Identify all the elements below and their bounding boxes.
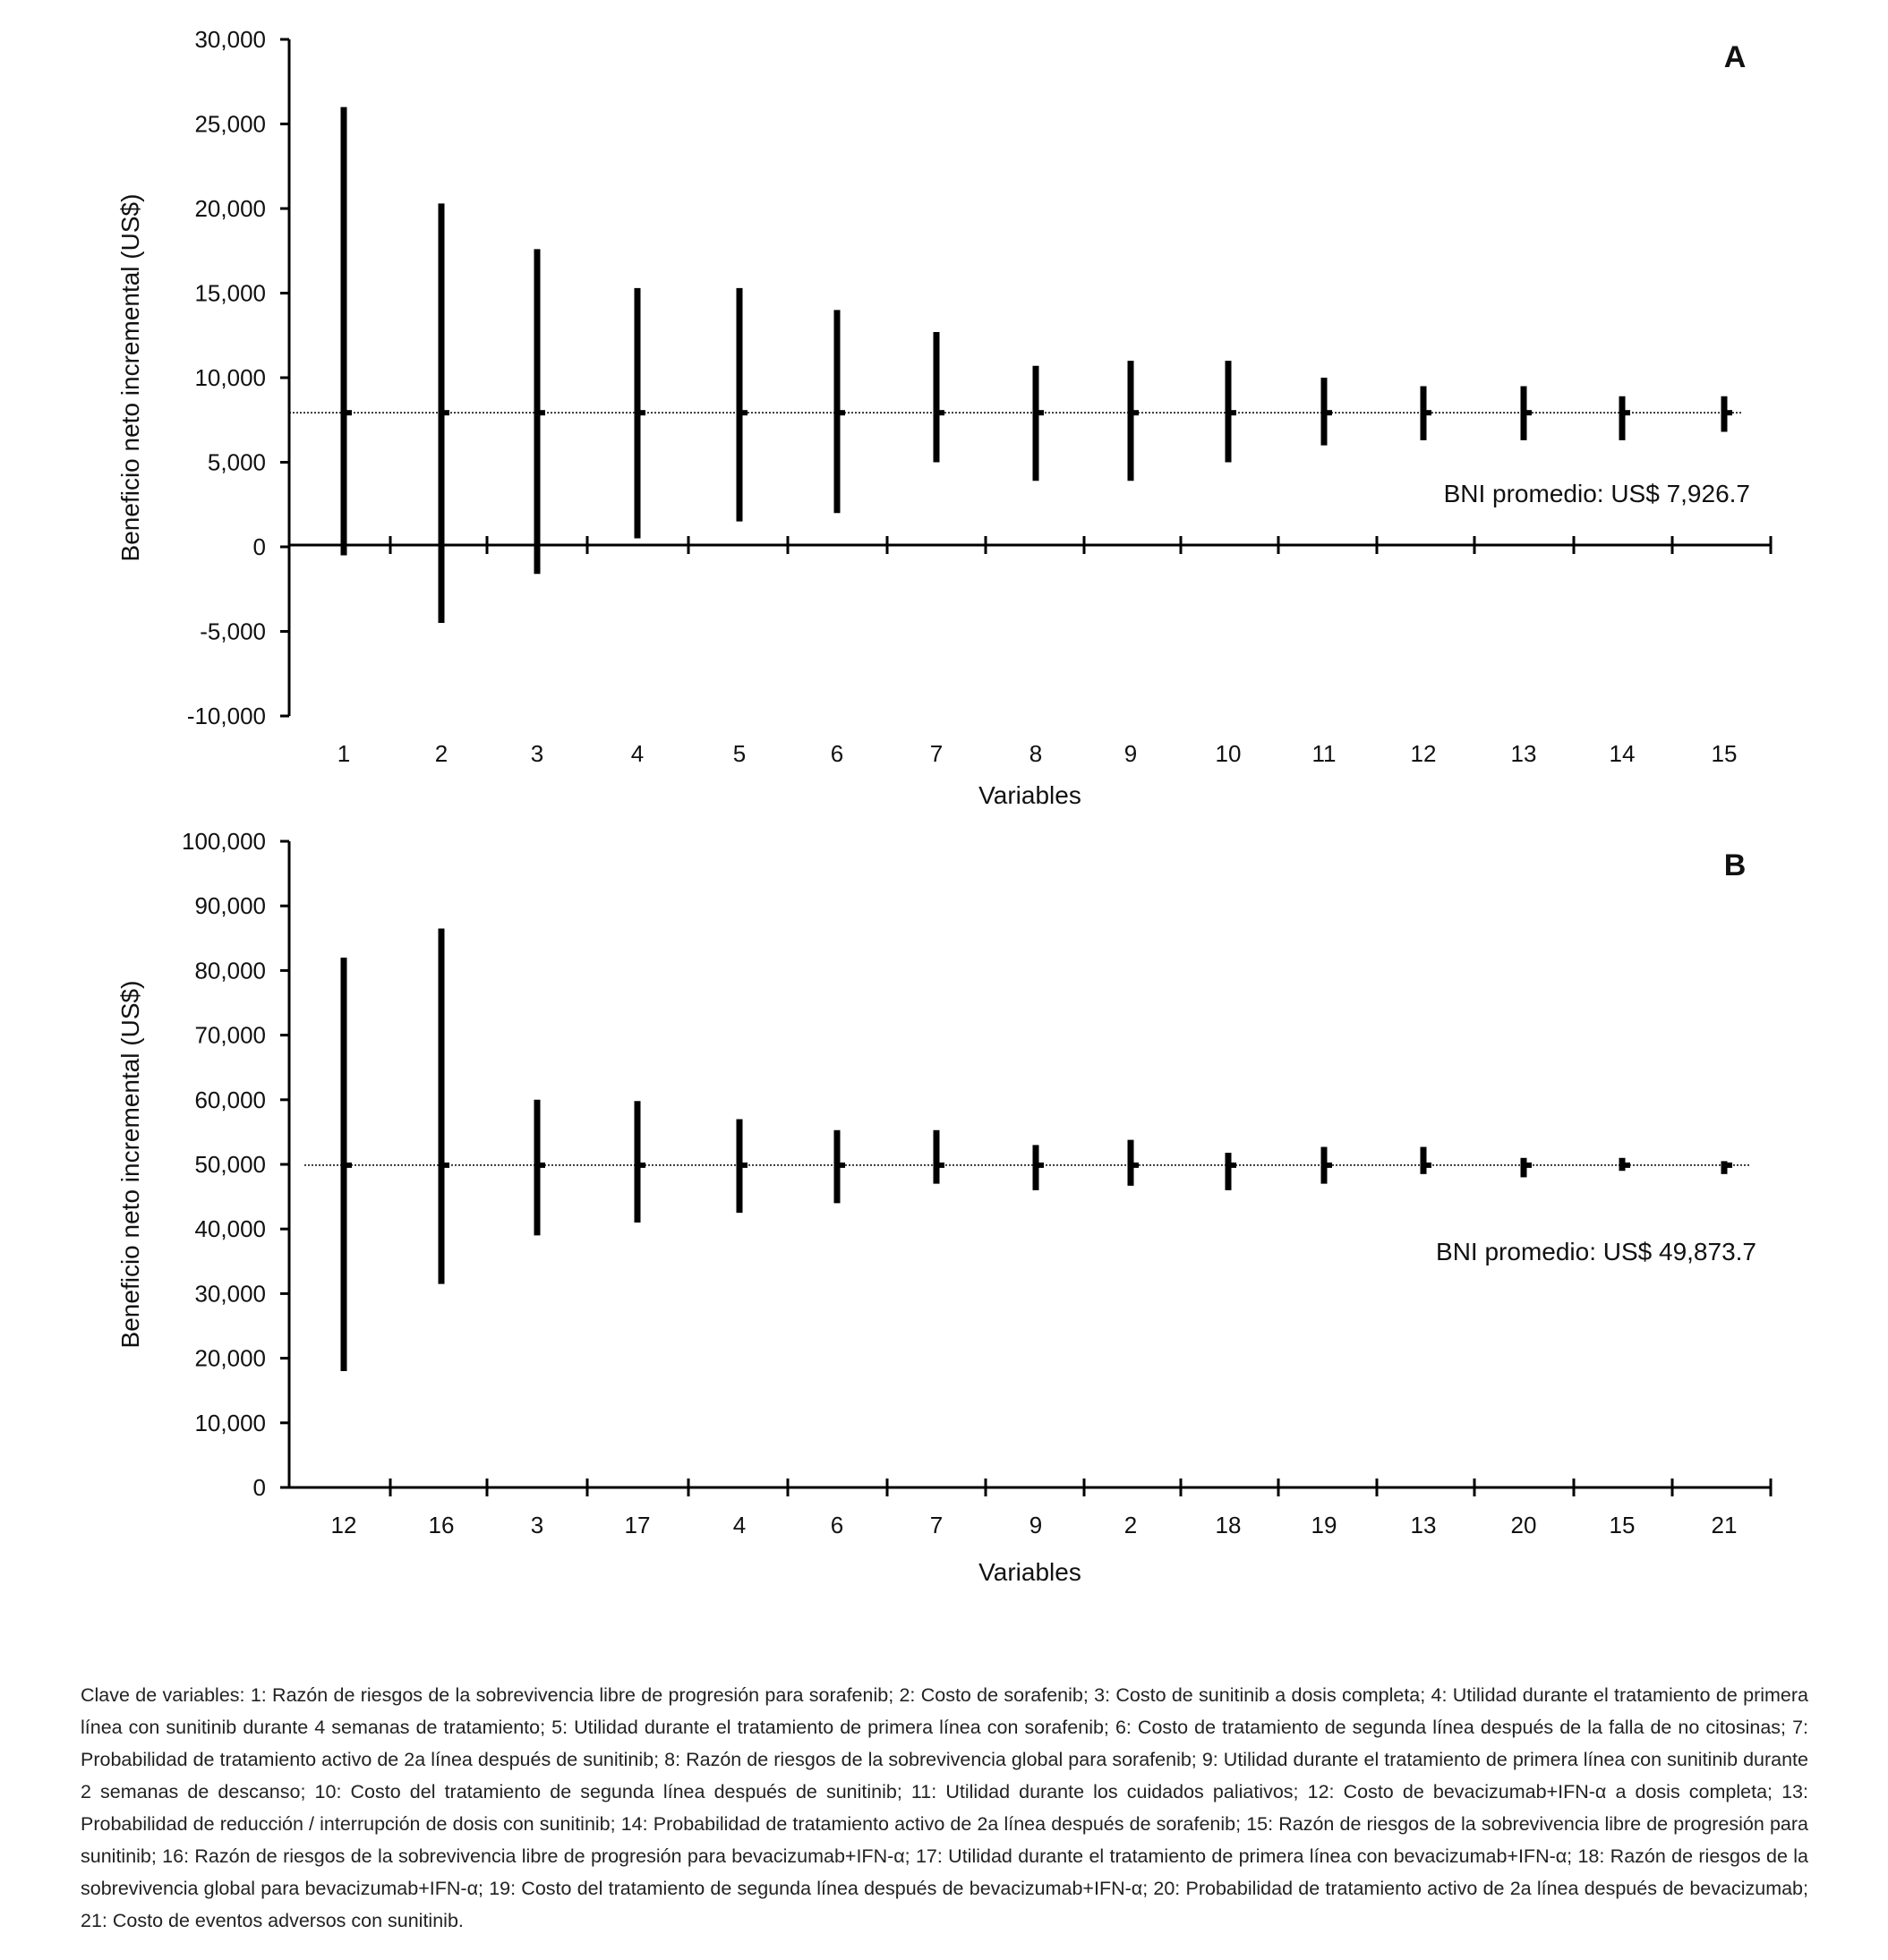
panel-b-x-tick-label: 18 — [1215, 1512, 1242, 1538]
panel-b-mean-label: BNI promedio: US$ 49,873.7 — [1436, 1238, 1756, 1265]
panel-a-letter: A — [1723, 40, 1747, 74]
panel-b-y-tick-label: 50,000 — [194, 1151, 266, 1178]
panel-b-y-tick-label: 20,000 — [194, 1344, 266, 1372]
panel-b-x-tick-label: 7 — [929, 1512, 944, 1538]
panel-a-x-tick-label: 15 — [1711, 740, 1738, 767]
panel-b-x-tick-label: 3 — [530, 1512, 544, 1538]
panel-b-y-tick-label: 60,000 — [194, 1086, 266, 1113]
panel-a-x-tick-label: 4 — [630, 740, 645, 767]
panel-b-x-tick-label: 4 — [732, 1512, 747, 1538]
panel-a-x-tick-label: 8 — [1029, 740, 1043, 767]
panel-b-x-tick-label: 20 — [1510, 1512, 1537, 1538]
panel-a-x-tick-label: 12 — [1410, 740, 1437, 767]
panel-b-y-axis-title: Beneficio neto incremental (US$) — [116, 980, 144, 1349]
panel-b-y-tick-label: 10,000 — [194, 1409, 266, 1436]
panel-a-y-tick-label: 0 — [252, 533, 266, 560]
panel-a-y-tick-label: 15,000 — [194, 279, 266, 307]
panel-b-y-tick-label: 30,000 — [194, 1280, 266, 1308]
panel-b-x-tick-label: 12 — [330, 1512, 357, 1538]
panel-a-y-tick-label: 25,000 — [194, 110, 266, 138]
panel-b-y-tick-label: 40,000 — [194, 1215, 266, 1243]
panel-a-x-tick-label: 11 — [1311, 740, 1337, 767]
panel-a-x-tick-label: 2 — [434, 740, 449, 767]
panel-a-y-tick-label: -10,000 — [186, 703, 266, 729]
panel-a-y-tick-label: -5,000 — [200, 618, 266, 645]
panel-a-mean-label: BNI promedio: US$ 7,926.7 — [1443, 480, 1750, 507]
panel-a-y-tick-label: 20,000 — [194, 195, 266, 222]
panel-a-x-tick-label: 3 — [530, 740, 544, 767]
panel-a-x-tick-label: 13 — [1510, 740, 1537, 767]
variable-key-caption: Clave de variables: 1: Razón de riesgos de la sobrevivencia libre de progresión para sorafenib; 2: Costo de sorafenib; 3: Costo de sunitinib a dosis completa; 4: Utilidad durante el tratamiento de primera línea con sunitinib durante 4 semanas de tratamiento; 5: Utilidad durante el tratamiento de primera línea con sorafenib; 6: Costo de tratamiento de segunda línea después de la falla de no citosinas; 7: Probabilidad de tratamiento activo de 2a línea después de sunitinib; 8: Razón de riesgos de la sobrevivencia global para sorafenib; 9: Utilidad durante el tratamiento de primera línea con sunitinib durante 2 semanas de descanso; 10: Costo del tratamiento de segunda línea después de sunitinib; 11: Utilidad durante los cuidados paliativos; 12: Costo de bevacizumab+IFN-α a dosis completa; 13: Probabilidad de reducción / interrupción de dosis con sunitinib; 14: Probabilidad de tratamiento activo de 2a línea después de sorafenib; 15: Razón de riesgos de la sobrevivencia libre de progresión para sunitinib; 16: Razón de riesgos de la sobrevivencia libre de progresión para bevacizumab+IFN-α; 17: Utilidad durante el tratamiento de primera línea con bevacizumab+IFN-α; 18: Razón de riesgos de la sobrevivencia global para bevacizumab+IFN-α; 19: Costo del tratamiento de segunda línea después de bevacizumab+IFN-α; 20: Probabilidad de tratamiento activo de 2a línea después de bevacizumab; 21: Costo de eventos adversos con sunitinib. — [81, 1684, 1808, 1931]
panel-a-x-tick-label: 6 — [830, 740, 844, 767]
panel-b-x-axis-title: Variables — [978, 1558, 1081, 1586]
panel-a-x-tick-label: 1 — [337, 740, 351, 767]
panel-b-x-tick-label: 9 — [1029, 1512, 1043, 1538]
panel-a-y-tick-label: 30,000 — [194, 26, 266, 53]
panel-a-x-tick-label: 7 — [929, 740, 944, 767]
panel-b-y-tick-label: 70,000 — [194, 1021, 266, 1049]
panel-b-x-tick-label: 16 — [428, 1512, 455, 1538]
panel-b-x-tick-label: 19 — [1311, 1512, 1337, 1538]
panel-a-y-tick-label: 10,000 — [194, 364, 266, 391]
panel-b-x-tick-label: 13 — [1410, 1512, 1437, 1538]
panel-a-y-tick-label: 5,000 — [207, 448, 266, 476]
panel-b-x-tick-label: 15 — [1609, 1512, 1636, 1538]
panel-b-x-tick-label: 2 — [1123, 1512, 1138, 1538]
panel-a-x-axis-title: Variables — [978, 781, 1081, 809]
panel-b-x-tick-label: 17 — [624, 1512, 651, 1538]
panel-a-x-tick-label: 10 — [1215, 740, 1242, 767]
panel-a-y-axis-title: Beneficio neto incremental (US$) — [116, 193, 144, 562]
panel-b-y-tick-label: 100,000 — [182, 828, 266, 855]
panel-b-x-tick-label: 21 — [1711, 1512, 1738, 1538]
panel-a-x-tick-label: 9 — [1123, 740, 1138, 767]
panel-b-y-tick-label: 80,000 — [194, 957, 266, 984]
panel-b-y-tick-label: 0 — [252, 1474, 266, 1501]
panel-b-y-tick-label: 90,000 — [194, 892, 266, 920]
panel-a-x-tick-label: 14 — [1609, 740, 1636, 767]
panel-a-x-tick-label: 5 — [732, 740, 747, 767]
panel-b-letter: B — [1723, 848, 1747, 882]
panel-b-x-tick-label: 6 — [830, 1512, 844, 1538]
